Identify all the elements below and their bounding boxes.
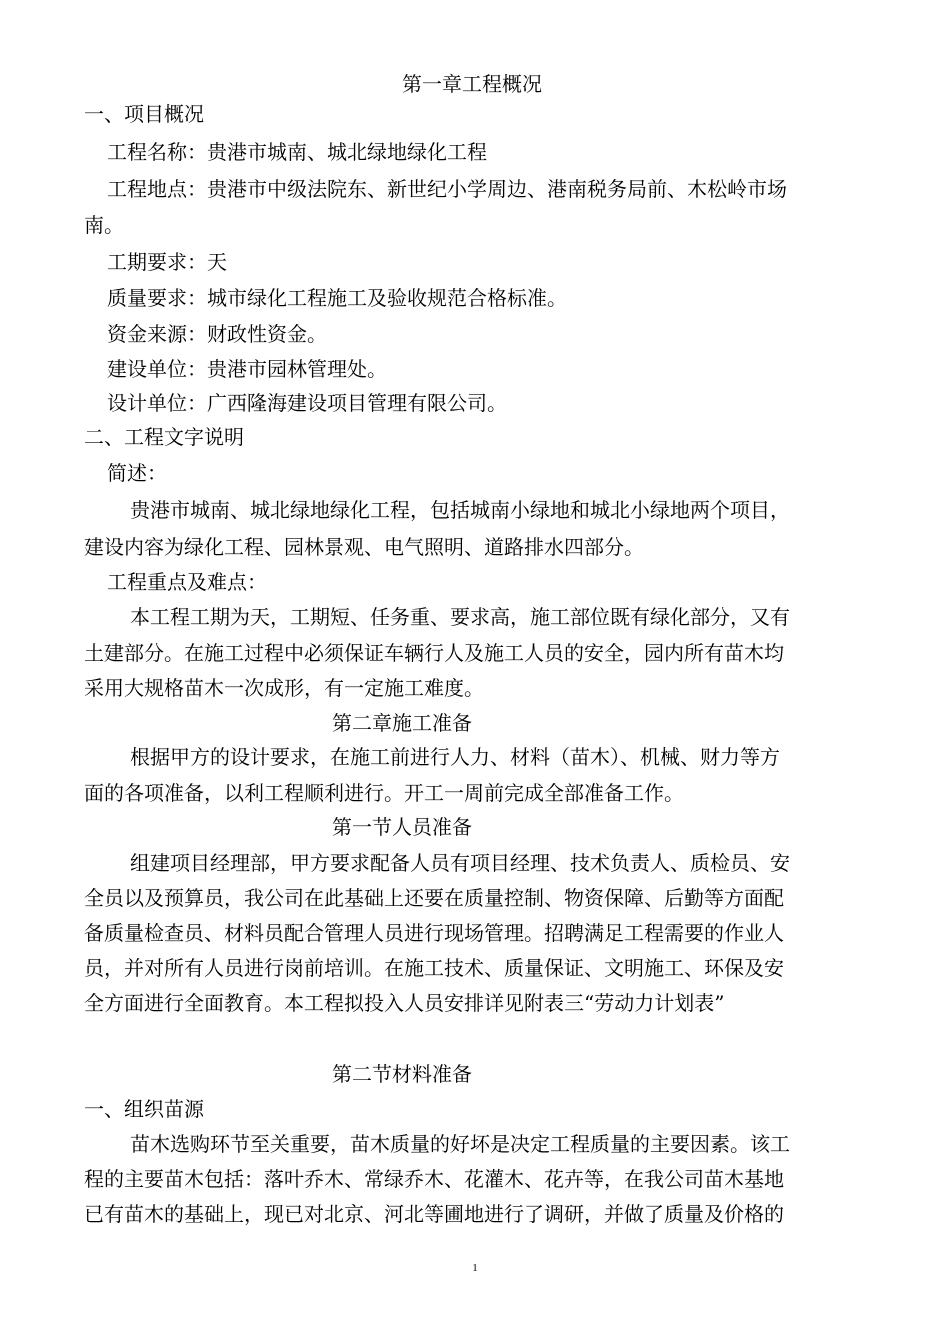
paragraph-line: 采用大规格苗木一次成形，有一定施工难度。 [84,676,484,700]
paragraph-line: 程的主要苗木包括：落叶乔木、常绿乔木、花灌木、花卉等，在我公司苗木基地 [84,1167,784,1191]
subsection-heading: 一、组织苗源 [84,1097,204,1121]
paragraph-line: 已有苗木的基础上，现已对北京、河北等圃地进行了调研，并做了质量及价格的 [84,1202,784,1226]
chapter-1-title: 第一章工程概况 [402,72,542,96]
section-heading: 一、项目概况 [84,102,204,126]
project-location-line-1: 工程地点：贵港市中级法院东、新世纪小学周边、港南税务局前、木松岭市场 [107,177,787,201]
paragraph-line: 备质量检查员、材料员配合管理人员进行现场管理。招聘满足工程需要的作业人 [84,921,784,945]
paragraph-line: 建设内容为绿化工程、园林景观、电气照明、道路排水四部分。 [84,535,644,559]
paragraph-line: 苗木选购环节至关重要，苗木质量的好坏是决定工程质量的主要因素。该工 [130,1132,790,1156]
page-number: 1 [472,1262,478,1274]
construction-unit: 建设单位：贵港市园林管理处。 [107,357,387,381]
section-2-title: 第二节材料准备 [332,1062,472,1086]
paragraph-line: 面的各项准备，以利工程顺利进行。开工一周前完成全部准备工作。 [84,781,684,805]
section-heading: 二、工程文字说明 [84,425,244,449]
paragraph-line: 根据甲方的设计要求，在施工前进行人力、材料（苗木）、机械、财力等方 [130,745,780,769]
duration-requirement: 工期要求：天 [107,250,227,274]
paragraph-line: 员，并对所有人员进行岗前培训。在施工技术、质量保证、文明施工、环保及安 [84,956,784,980]
paragraph-line: 组建项目经理部，甲方要求配备人员有项目经理、技术负责人、质检员、安 [130,851,790,875]
project-name: 工程名称：贵港市城南、城北绿地绿化工程 [107,140,487,164]
design-unit: 设计单位：广西隆海建设项目管理有限公司。 [107,391,507,415]
summary-label: 简述： [107,461,167,485]
funding-source: 资金来源：财政性资金。 [107,322,327,346]
quality-requirement: 质量要求：城市绿化工程施工及验收规范合格标准。 [107,286,567,310]
project-location-line-2: 南。 [84,213,124,237]
paragraph-line: 贵港市城南、城北绿地绿化工程，包括城南小绿地和城北小绿地两个项目， [130,498,790,522]
paragraph-line: 全员以及预算员，我公司在此基础上还要在质量控制、物资保障、后勤等方面配 [84,886,784,910]
paragraph-line: 土建部分。在施工过程中必须保证车辆行人及施工人员的安全，园内所有苗木均 [84,641,784,665]
section-1-title: 第一节人员准备 [332,815,472,839]
chapter-2-title: 第二章施工准备 [332,711,472,735]
paragraph-line: 本工程工期为天，工期短、任务重、要求高，施工部位既有绿化部分，又有 [130,605,790,629]
key-points-label: 工程重点及难点： [107,570,267,594]
paragraph-line: 全方面进行全面教育。本工程拟投入人员安排详见附表三“劳动力计划表” [84,991,725,1015]
